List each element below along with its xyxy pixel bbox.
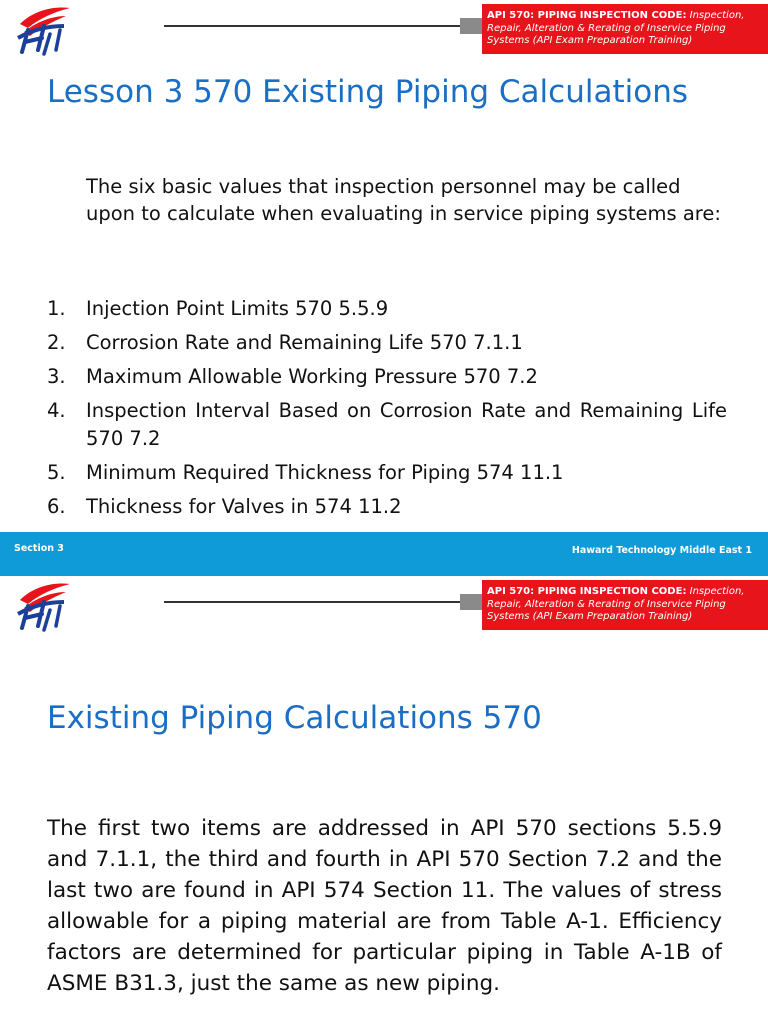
list-text: Inspection Interval Based on Corrosion Rate and Remaining Life 570 7.2 — [86, 399, 727, 450]
list-text: Corrosion Rate and Remaining Life 570 7.1.1 — [86, 331, 523, 354]
header-code-label: API 570: PIPING INSPECTION CODE: — [487, 586, 687, 597]
list-item — [47, 329, 727, 357]
header-description: Inspection, Repair, Alteration & Rerating of Inservice Piping Systems (API Exam Preparation Training) — [487, 586, 745, 622]
list-item — [47, 493, 727, 521]
list-item — [47, 295, 727, 323]
footer-company-page: Haward Technology Middle East 1 — [571, 545, 752, 556]
list-item — [47, 397, 727, 453]
list-number: 2. — [47, 331, 66, 354]
calculation-list — [47, 295, 727, 527]
slide-footer — [0, 532, 768, 576]
header-rule — [164, 25, 460, 27]
slide-title: Existing Piping Calculations 570 — [47, 700, 542, 736]
company-logo-icon — [14, 4, 76, 58]
header-course-box — [482, 4, 768, 54]
list-number: 6. — [47, 495, 66, 518]
header-course-box — [482, 580, 768, 630]
list-item — [47, 363, 727, 391]
slide-2 — [0, 576, 768, 1024]
intro-paragraph: The six basic values that inspection personnel may be called upon to calculate when evaluating in service piping systems are: — [86, 175, 721, 225]
header-rule-block — [460, 594, 482, 610]
list-text: Injection Point Limits 570 5.5.9 — [86, 297, 389, 320]
list-text: Maximum Allowable Working Pressure 570 7.2 — [86, 365, 538, 388]
header-description: Inspection, Repair, Alteration & Rerating of Inservice Piping Systems (API Exam Preparation Training) — [487, 10, 745, 46]
header-rule — [164, 601, 460, 603]
body-paragraph: The first two items are addressed in API 570 sections 5.5.9 and 7.1.1, the third and fourth in API 570 Section 7.2 and the last two are found in API 574 Section 11. The values of stress allowable for a piping material are from Table A-1. Efficiency factors are determined for particular piping in Table A-1B of ASME B31.3, just the same as new piping. — [47, 816, 722, 996]
list-number: 3. — [47, 365, 66, 388]
slide-title: Lesson 3 570 Existing Piping Calculations — [47, 74, 688, 110]
list-number: 5. — [47, 461, 66, 484]
list-number: 1. — [47, 297, 66, 320]
footer-section: Section 3 — [14, 543, 64, 554]
header-rule-block — [460, 18, 482, 34]
list-number: 4. — [47, 399, 66, 422]
header-code-label: API 570: PIPING INSPECTION CODE: — [487, 10, 687, 21]
list-text: Minimum Required Thickness for Piping 574 11.1 — [86, 461, 564, 484]
company-logo-icon — [14, 580, 76, 634]
list-text: Thickness for Valves in 574 11.2 — [86, 495, 402, 518]
list-item — [47, 459, 727, 487]
